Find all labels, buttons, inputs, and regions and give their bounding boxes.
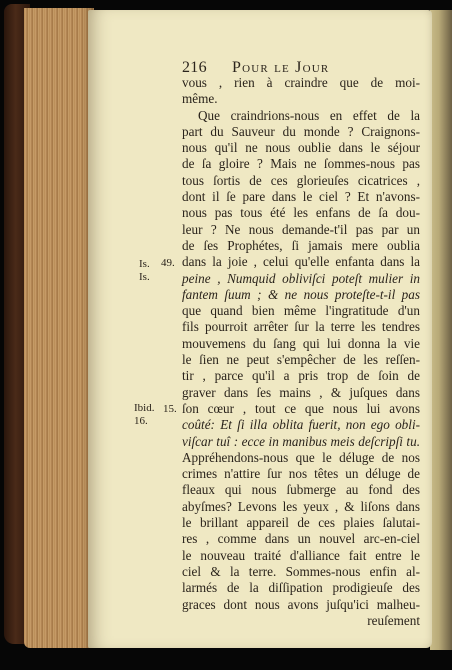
page-block-edge	[24, 8, 94, 648]
running-title: Pour le Jour	[232, 59, 330, 76]
text-line: Appréhendons-nous que le déluge de nos	[182, 449, 420, 465]
margin-citation-isaie-number: Is.	[139, 271, 150, 283]
text-line: même.	[182, 91, 218, 107]
text-line: nous qu'il ne nous oublie dans le séjour	[182, 140, 420, 156]
margin-reference-15: 15.	[163, 403, 177, 415]
text-line: graces dont nous avons juſqu'ici malheu-	[182, 596, 420, 612]
text-line: fils pourroit arrêter ſur la terre les tendres	[182, 319, 420, 335]
text-line: tir , parce qu'il a pris trop de ſoin de	[182, 368, 420, 384]
margin-citation-ibid: Ibid.	[134, 402, 155, 414]
text-line: crimes n'attire ſur nos têtes un déluge de	[182, 466, 420, 482]
margin-citation-verse: 16.	[134, 415, 148, 427]
text-line: ciel & la terre. Sommes-nous enfin al-	[182, 563, 420, 579]
text-line: fleaux qui nous ſubmerge au fond des	[182, 482, 420, 498]
text-line: le nouveau traité d'alliance fait entre le	[182, 547, 420, 563]
margin-reference-49: 49.	[161, 257, 175, 269]
text-line: tous ſortis de ces glorieuſes cicatrices ,	[182, 172, 420, 188]
margin-citation-isaie: Is.	[139, 258, 150, 270]
text-line: leur ? Ne nous demande-t'il pas par un	[182, 221, 420, 237]
text-line: coûté: Et ſi illa oblita fuerit, non ego obli-	[182, 417, 420, 433]
text-line: mouvemens du ſang qui lui donna la vie	[182, 335, 420, 351]
text-line: Que craindrions-nous en effet de la	[198, 107, 420, 123]
text-line: larmés de la diſſipation prodigieuſe des	[182, 580, 420, 596]
text-line: fantem ſuum ; & ne nous proteſte-t-il pas	[182, 286, 420, 302]
text-line: vous , rien à craindre que de moi-	[182, 75, 420, 90]
text-line: peine , Numquid obliviſci poteſt mulier in	[182, 270, 420, 286]
text-line: le ſien ne peut s'empêcher de les reſſen-	[182, 352, 420, 368]
text-line: dont il ſe pare dans le ciel ? Et n'avons-	[182, 189, 420, 205]
text-line: reuſement	[367, 612, 420, 628]
text-line: de ſa gloire ? Mais ne ſommes-nous pas	[182, 156, 420, 172]
text-line: le brillant appareil de ces plaies ſalutai-	[182, 515, 420, 531]
text-line: res , comme dans un nouvel arc-en-ciel	[182, 531, 420, 547]
text-line: viſcar tuî : ecce in manibus meis deſcripſi tu.	[182, 433, 420, 449]
text-line: dans la joie , celui qu'elle enfanta dans la	[182, 254, 420, 270]
show-through-text	[136, 70, 176, 160]
adjacent-page-edge	[430, 10, 452, 650]
body-text	[182, 75, 420, 629]
text-line: graver dans ſes mains , & juſques dans	[182, 384, 420, 400]
page-number: 216	[182, 59, 207, 76]
text-line: nous pas tous été les enfans de ſa dou-	[182, 205, 420, 221]
text-line: que quand bien même l'ingratitude d'un	[182, 303, 420, 319]
text-line: abyſmes? Levons les yeux , & liſons dans	[182, 498, 420, 514]
text-line: ſon cœur , tout ce que nous lui avons	[182, 400, 420, 416]
text-line: part du Sauveur du monde ? Craignons-	[182, 123, 420, 139]
text-line: de ſes Prophétes, ſi jamais mere oublia	[182, 237, 420, 253]
